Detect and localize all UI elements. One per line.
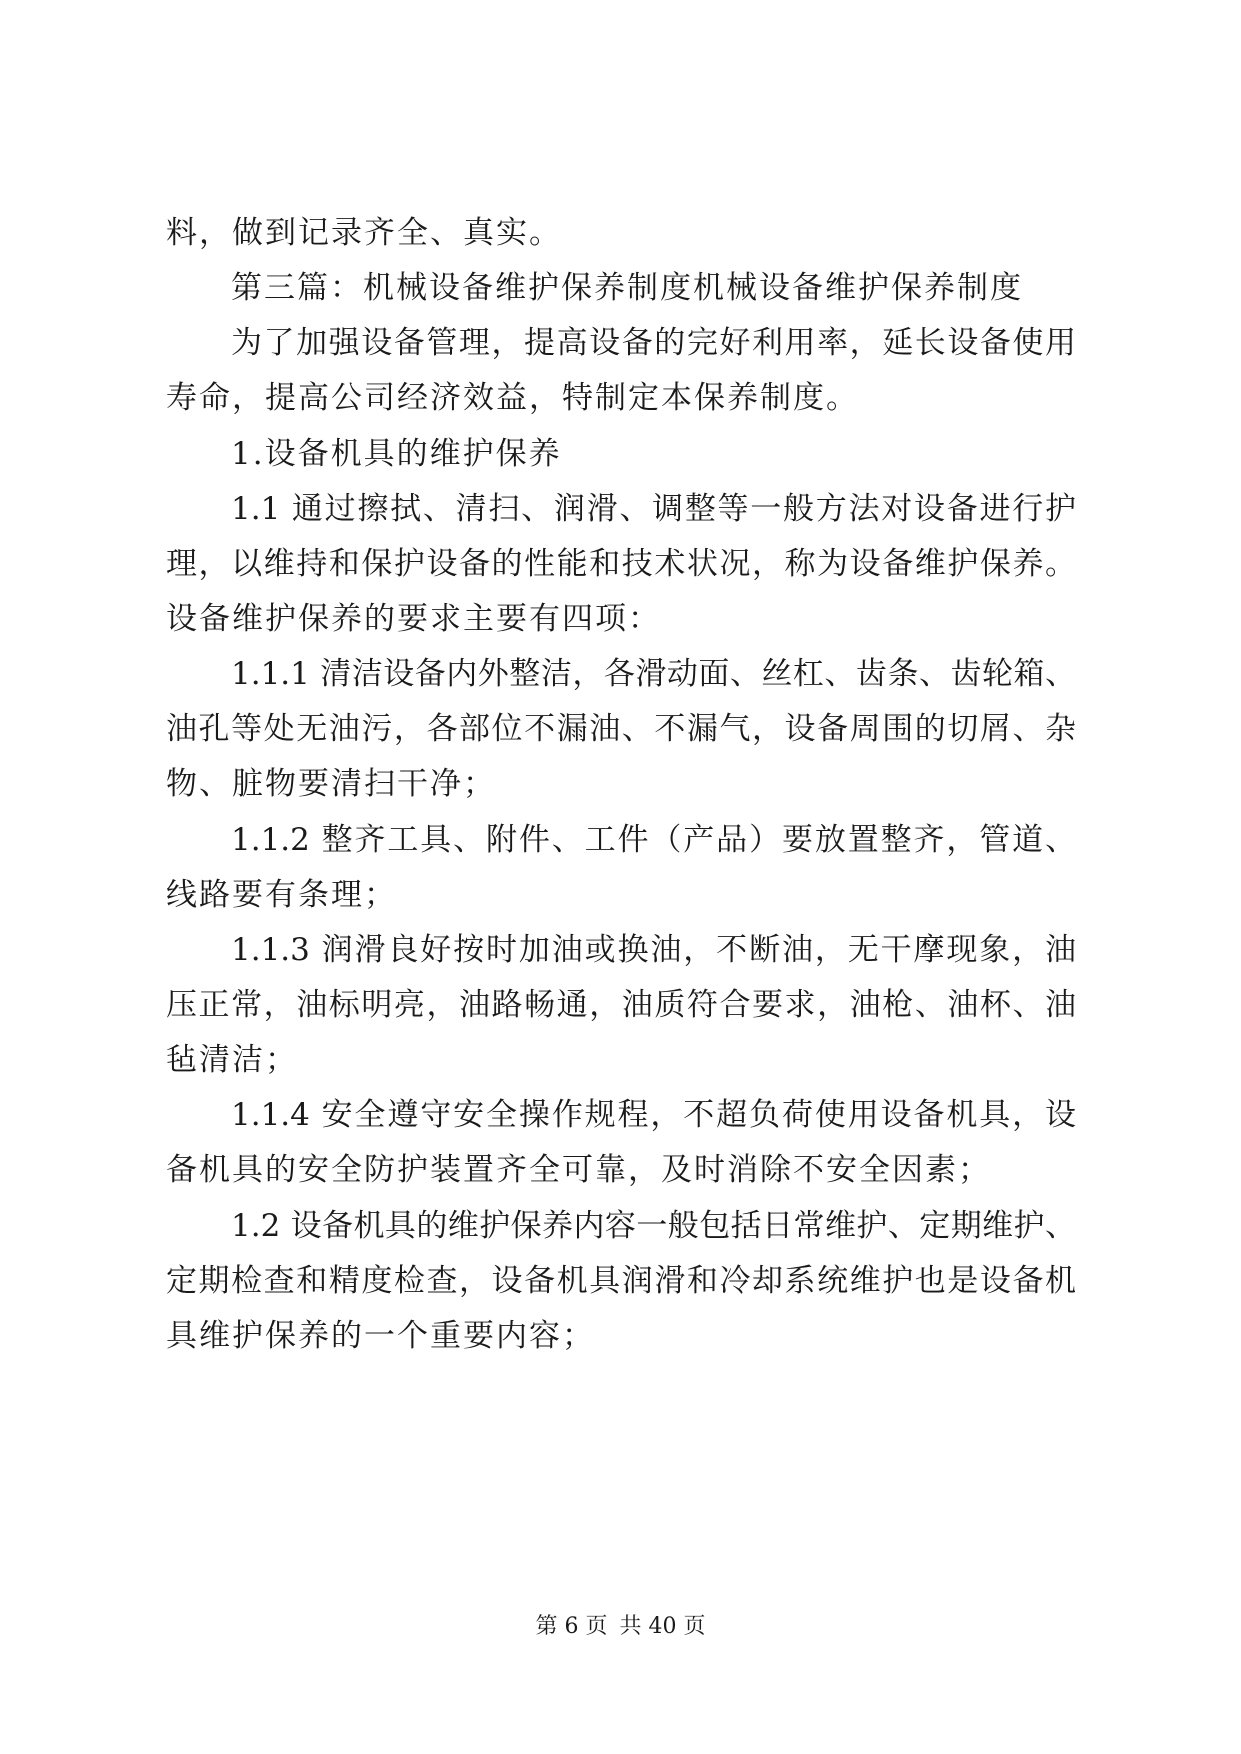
text-line-11: 物、脏物要清扫干净； — [166, 766, 496, 802]
page-total: 共 40 页 — [619, 1614, 706, 1639]
text-line-6: 1.1 通过擦拭、清扫、润滑、调整等一般方法对设备进行护 — [231, 491, 1076, 527]
text-line-15: 压正常，油标明亮，油路畅通，油质符合要求，油枪、油杯、油 — [166, 987, 1076, 1023]
page-number: 第 6 页 — [535, 1614, 608, 1639]
text-line-18: 备机具的安全防护装置齐全可靠，及时消除不安全因素； — [166, 1152, 991, 1188]
text-line-9: 1.1.1 清洁设备内外整洁，各滑动面、丝杠、齿条、齿轮箱、 — [231, 656, 1076, 692]
text-line-21: 具维护保养的一个重要内容； — [166, 1318, 595, 1354]
text-line-7: 理，以维持和保护设备的性能和技术状况，称为设备维护保养。 — [166, 546, 1076, 582]
text-line-16: 毡清洁； — [166, 1042, 298, 1078]
text-line-12: 1.1.2 整齐工具、附件、工件（产品）要放置整齐，管道、 — [231, 822, 1076, 858]
section-heading: 第三篇：机械设备维护保养制度机械设备维护保养制度 — [231, 270, 1023, 306]
text-line-20: 定期检查和精度检查，设备机具润滑和冷却系统维护也是设备机 — [166, 1263, 1076, 1299]
text-line-17: 1.1.4 安全遵守安全操作规程，不超负荷使用设备机具，设 — [231, 1097, 1076, 1133]
text-line-1: 料，做到记录齐全、真实。 — [166, 215, 562, 251]
text-line-8: 设备维护保养的要求主要有四项： — [166, 601, 661, 637]
text-line-19: 1.2 设备机具的维护保养内容一般包括日常维护、定期维护、 — [231, 1208, 1076, 1244]
text-line-4: 寿命，提高公司经济效益，特制定本保养制度。 — [166, 380, 859, 416]
text-line-14: 1.1.3 润滑良好按时加油或换油，不断油，无干摩现象，油 — [231, 932, 1076, 968]
text-line-3: 为了加强设备管理，提高设备的完好利用率，延长设备使用 — [231, 325, 1076, 361]
text-line-13: 线路要有条理； — [166, 877, 397, 913]
text-line-10: 油孔等处无油污，各部位不漏油、不漏气，设备周围的切屑、杂 — [166, 711, 1076, 747]
subsection-heading: 1.设备机具的维护保养 — [231, 436, 562, 472]
page-footer — [0, 1612, 1241, 1642]
